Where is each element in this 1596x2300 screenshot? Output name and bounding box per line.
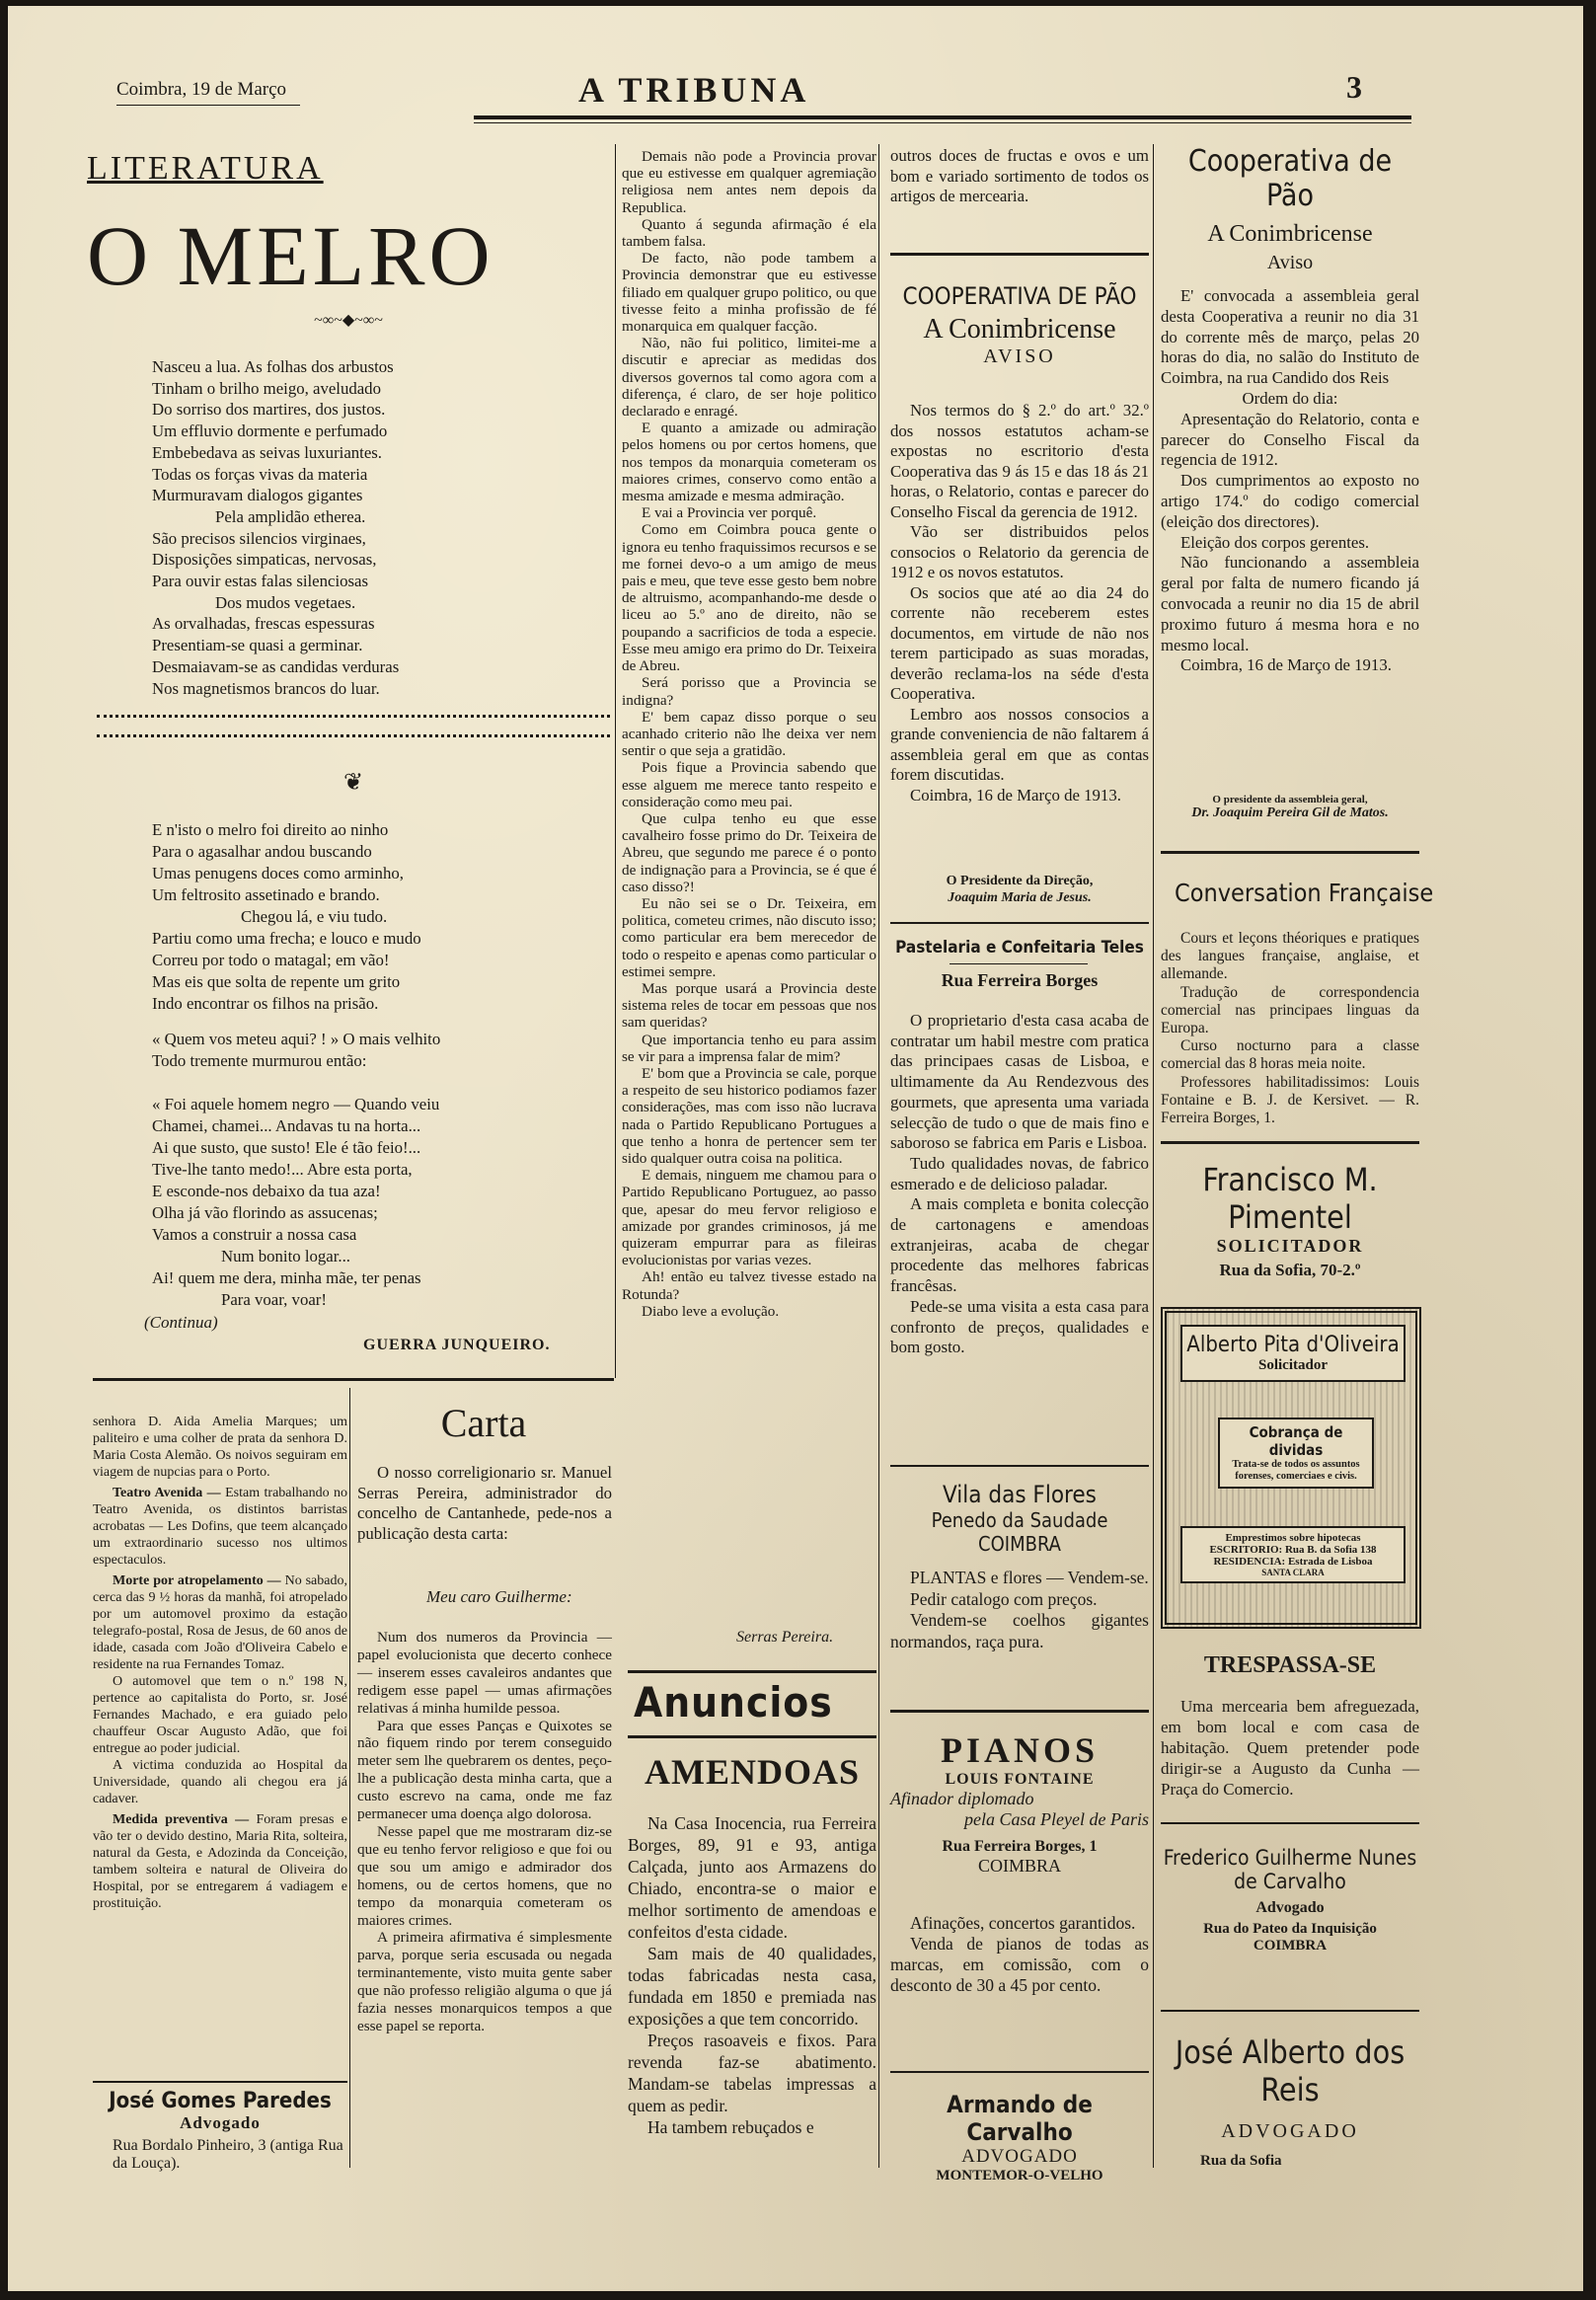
ad-rule bbox=[890, 922, 1149, 924]
ad-city: COIMBRA bbox=[1253, 1938, 1328, 1954]
fleuron-ornament: ❦ bbox=[342, 770, 364, 796]
section-rule bbox=[628, 1670, 876, 1673]
poem-line: « Foi aquele homem negro — Quando veiu bbox=[152, 1095, 440, 1113]
poem-line: Para voar, voar! bbox=[221, 1290, 327, 1309]
poem-line: Olha já vão florindo as assucenas; bbox=[152, 1203, 378, 1222]
poem-line: Um feltrosito assetinado e brando. bbox=[152, 885, 380, 904]
coop-aviso-1 bbox=[890, 282, 1149, 368]
coop-title: COOPERATIVA DE PÃO bbox=[902, 282, 1137, 310]
pianos-body: Afinações, concertos garantidos. Venda de pianos de todas as marcas, em comissão, com o desconto de 30 a 45 por cento. bbox=[890, 1913, 1149, 1995]
poem-line: Todo tremente murmurou então: bbox=[152, 1051, 367, 1070]
carta-salutation: Meu caro Guilherme: bbox=[426, 1587, 572, 1606]
ad-pimentel bbox=[1161, 1161, 1419, 1280]
ad-rule bbox=[890, 1465, 1149, 1467]
column-rule bbox=[1153, 144, 1154, 2168]
ad-office: ESCRITORIO: Rua B. da Sofia 138 bbox=[1209, 1544, 1377, 1556]
poem-line: Um effluvio dormente e perfumado bbox=[152, 422, 388, 441]
ad-name: LOUIS FONTAINE bbox=[945, 1771, 1095, 1788]
poem-line: Chamei, chamei... Andavas tu na horta... bbox=[152, 1116, 421, 1135]
ad-address: Rua da Sofia, 70-2.º bbox=[1219, 1261, 1361, 1279]
poem-line: Chegou lá, e viu tudo. bbox=[241, 907, 388, 926]
news-paragraph: Teatro Avenida — Estam trabalhando no Teatro Avenida, os distintos barristas acrobatas — Les Dofins, que teem alcançado um extraordinario sucesso nos ultimos espectaculos. bbox=[93, 1486, 348, 1568]
poem-stanza-2 bbox=[152, 819, 586, 1015]
ad-address: Rua do Pateo da Inquisição bbox=[1203, 1921, 1377, 1937]
ad-role: ADVOGADO bbox=[1221, 2120, 1359, 2142]
poem-line: Ai que susto, que susto! Ele é tão feio!... bbox=[152, 1138, 421, 1157]
poem-line: Partiu como uma frecha; e louco e mudo bbox=[152, 929, 421, 948]
ad-name-2: de Carvalho bbox=[1234, 1870, 1346, 1893]
carta-title: Carta bbox=[440, 1401, 527, 1445]
poem-stanza-4 bbox=[152, 1094, 586, 1311]
poem-line: Desmaiavam-se as candidas verduras bbox=[152, 656, 400, 676]
poem-line: Vamos a construir a nossa casa bbox=[152, 1225, 357, 1244]
coop-aviso-2 bbox=[1161, 144, 1419, 274]
ad-desc: Trata-se de todos os assuntos forenses, comerciaes e civis. bbox=[1232, 1459, 1360, 1482]
ad-paredes bbox=[93, 2089, 347, 2173]
poem-line: Todas os forças vivas da materia bbox=[152, 464, 368, 484]
coop-aviso: AVISO bbox=[983, 345, 1056, 367]
vila-flores-body: PLANTAS e flores — Vendem-se. Pedir catalogo com preços. Vendem-se coelhos gigantes normandos, raça pura. bbox=[890, 1568, 1149, 1651]
column-rule bbox=[349, 1388, 350, 2168]
ad-role: Advogado bbox=[1255, 1899, 1325, 1916]
ad-name: Alberto Pita d'Oliveira bbox=[1186, 1333, 1400, 1357]
poem-stanza-3 bbox=[152, 1029, 586, 1072]
poem-line: Para o agasalhar andou buscando bbox=[152, 842, 372, 861]
ad-pita-box bbox=[1161, 1307, 1421, 1629]
poem-line: Dos mudos vegetaes. bbox=[215, 592, 356, 612]
ad-rule bbox=[890, 2071, 1149, 2073]
ad-rule bbox=[890, 1710, 1149, 1713]
ad-name: José Gomes Paredes bbox=[109, 2089, 332, 2113]
ad-address: Rua Bordalo Pinheiro, 3 (antiga Rua da Louça). bbox=[113, 2137, 343, 2172]
poem-line: Umas penugens doces como arminho, bbox=[152, 864, 404, 882]
newspaper-page bbox=[8, 6, 1583, 2291]
ad-rule bbox=[93, 2081, 347, 2083]
coop-title: Cooperativa de Pão bbox=[1187, 144, 1393, 213]
ad-role: Advogado bbox=[180, 2113, 261, 2132]
ornament-divider: ~∞~◆~∞~ bbox=[314, 312, 383, 329]
ad-rule bbox=[1161, 2010, 1419, 2012]
ad-rule bbox=[1161, 851, 1419, 854]
news-paragraph: A victima conduzida ao Hospital da Universidade, quando ali chegou era já cadaver. bbox=[93, 1758, 347, 1806]
ad-city: COIMBRA bbox=[977, 1856, 1061, 1876]
news-paragraph: Morte por atropelamento — No sabado, cerca das 9 ½ horas da manhã, foi atropelado por um automovel proximo da estação telegrafo-postal, Rosa de Jesus, de 60 anos de idade, casada com João d'Oliveira Cabelo e residente na rua Fernandes Tomaz. bbox=[93, 1573, 347, 1672]
poem-line: Correu por todo o matagal; em vão! bbox=[152, 951, 390, 969]
poem-line: Indo encontrar os filhos na prisão. bbox=[152, 994, 379, 1013]
coop-aviso-2-body: E' convocada a assembleia geral desta Cooperativa a reunir no dia 31 do corrente mês de março, pelas 20 horas do dia, no salão do Instituto de Coimbra, na rua Candido dos Reis Ordem do dia: Apresentação do Relatorio, conta e parecer do Conselho Fiscal da regencia de 1912. Dos cumprimentos ao exposto no artigo 174.º do codigo comercial (eleição dos directores). Eleição dos corpos gerentes. Não funcionando a assembleia geral por falta de numero ficando já convocada a reunir no dia 15 de abril proximo futuro á mesma hora e no mesmo local. Coimbra, 16 de Março de 1913. bbox=[1161, 286, 1419, 675]
ad-armando bbox=[890, 2091, 1149, 2185]
page-number: 3 bbox=[1346, 69, 1362, 105]
poem-line: Presentiam-se quasi a germinar. bbox=[152, 636, 363, 655]
conversation-title: Conversation Française bbox=[1175, 879, 1434, 907]
header-rule-thin bbox=[474, 122, 1411, 123]
poem-line: Pela amplidão etherea. bbox=[215, 506, 366, 526]
carta-body-col3: Demais não pode a Provincia provar que eu estivesse em qualquer agremiação religiosa nem antes nem depois da Republica. Quanto á segunda afirmação é ela tambem falsa. De facto, não pode tambem a Provincia demonstrar que eu estivesse filiado em qualquer grupo politico, ou que tivesse feito a minha profissão de fé monarquica em qualquer facção. Não, não fui politico, limitei-me a discutir e apreciar as medidas dos diversos governos tal como agora com a diferença, é claro, de ser hoje politico declarado e enragé. E quanto a amizade ou admiração pelos homens ou por certos homens, que nos tempos da monarquia cometeram os maiores crimes, conservo como então a mesma amizade e mesma admiração. E vai a Provincia ver porquê. Como em Coimbra pouca gente o ignora eu tenho fraquissimos recursos e se me fornei devo-o a um amigo de meus pais e meu, que teve esse gesto bem nobre de altruismo, acompanhando-me desde o liceu ao 5.º ano de direito, não se poupando a sacrificios de toda a especie. Esse meu amigo era primo do Dr. Teixeira de Abreu. Será porisso que a Provincia se indigna? E' bem capaz disso porque o seu acanhado criterio não lhe deixa ver nem sentir o que seja a gratidão. Pois fique a Provincia sabendo que esse alguem me merece tanto respeito e consideração como meu pai. Que culpa tenho eu que esse cavalheiro fosse primo do Dr. Teixeira de Abreu, que segundo me parece é o ponto de indignação para a Provincia, se é que é caso disso?! Eu não sei se o Dr. Teixeira, em politica, cometeu crimes, não discuto isso; como particular era bem merecedor de todo o respeito e apenas como particular o estimei sempre. Mas porque usará a Provincia deste sistema reles de tocar em pessoas que nos sam queridas? Que importancia tenho eu para assim se vir para a imprensa falar de mim? E' bom que a Provincia se cale, porque a respeito de seu historico podiamos fazer considerações, mas com isso não lucrava nada o Partido Republicano Portugues a que tenho a honra de pertencer sem ter sido qualquer outra coisa na politica. E demais, ninguem me chamou para o Partido Republicano Portuguez, ao passo que, apesar do meu fervor religioso e amizade por grandes criminosos, já me quizeram empurrar para as fileiras evolucionistas por varias vezes. Ah! então eu talvez tivesse estado na Rotunda? Diabo leve a evolução. bbox=[622, 148, 876, 1320]
mercearia-continuation: outros doces de fructas e ovos e um bom e variado sortimento de todos os artigos de mercearia. bbox=[890, 146, 1149, 205]
ad-name: Frederico Guilherme Nunes bbox=[1163, 1846, 1417, 1870]
ad-pastelaria bbox=[890, 938, 1149, 991]
ad-rule bbox=[1161, 1141, 1419, 1144]
ad-loans: Emprestimos sobre hipotecas bbox=[1225, 1532, 1361, 1544]
poem-line: « Quem vos meteu aqui? ! » O mais velhito bbox=[152, 1030, 441, 1048]
amendoas-body: Na Casa Inocencia, rua Ferreira Borges, 89, 91 e 93, antiga Calçada, junto aos Armazens do Chiado, encontra-se o maior e melhor sortimento de amendoas e confeitos d'esta cidade. Sam mais de 40 qualidades, todas fabricadas nesta casa, fundada em 1850 e premiada nas exposições a que tem concorrido. Preços rasoaveis e fixos. Para revenda faz-se abatimento. Mandam-se tabelas impressas a quem as pedir. Ha tambem rebuçados e bbox=[628, 1813, 876, 2137]
conversation-body: Cours et leçons théoriques e pratiques des langues française, anglaise, et allemande. Tradução de correspondencia comercial nas principaes linguas da Europa. Curso nocturno para a classe comercial das 8 horas meia noite. Professores habilitadissimos: Louis Fontaine e B. J. de Kersivet. — R. Ferreira Borges, 1. bbox=[1161, 930, 1419, 1127]
poem-stanza-1 bbox=[152, 356, 586, 699]
ad-address: Rua da Sofia bbox=[1200, 2153, 1282, 2169]
section-rule bbox=[628, 1735, 876, 1738]
ad-nunes bbox=[1161, 1846, 1419, 1955]
ad-place: MONTEMOR-O-VELHO bbox=[936, 2168, 1103, 2184]
ad-subtitle: Penedo da Saudade COIMBRA bbox=[931, 1508, 1108, 1556]
coop-2-signature: O presidente da assembleia geral, Dr. Joaquim Pereira Gil de Matos. bbox=[1191, 794, 1389, 820]
ad-reis bbox=[1161, 2033, 1419, 2170]
poem-line: E esconde-nos debaixo da tua aza! bbox=[152, 1182, 381, 1200]
ad-title: Pastelaria e Confeitaria Teles bbox=[895, 938, 1144, 958]
news-paragraph: senhora D. Aida Amelia Marques; um paliteiro e uma colher de prata da senhora D. Maria Costa Alemão. Os noivos seguiram em viagem de nupcias para o Porto. bbox=[93, 1415, 347, 1480]
poem-line: Mas eis que solta de repente um grito bbox=[152, 972, 401, 991]
amendoas-title: AMENDOAS bbox=[644, 1752, 860, 1792]
dotted-separator bbox=[97, 734, 610, 737]
continua-note: (Continua) bbox=[144, 1313, 218, 1332]
ad-address: Rua Ferreira Borges, 1 bbox=[942, 1838, 1098, 1855]
carta-signature: Serras Pereira. bbox=[736, 1629, 834, 1646]
dateline-rule bbox=[116, 105, 300, 106]
ad-role: ADVOGADO bbox=[961, 2146, 1078, 2167]
coop-aviso: Aviso bbox=[1266, 252, 1314, 273]
ad-residence: RESIDENCIA: Estrada de Lisboa bbox=[1213, 1556, 1373, 1568]
ad-name: Francisco M. Pimentel bbox=[1202, 1161, 1378, 1236]
poem-line: Para ouvir estas falas silenciosas bbox=[152, 572, 369, 591]
poem-line: Embebedava as seivas luxuriantes. bbox=[152, 442, 382, 462]
ad-role: SOLICITADOR bbox=[1216, 1236, 1364, 1256]
coop-subtitle: A Conimbricense bbox=[1207, 221, 1373, 247]
poem-line: Disposições simpaticas, nervosas, bbox=[152, 550, 377, 570]
poem-line: São precisos silencios virginaes, bbox=[152, 528, 366, 548]
ad-service: Cobrança de dividas bbox=[1249, 1423, 1343, 1459]
coop-aviso-body: Nos termos do § 2.º do art.º 32.º dos nossos estatutos acham-se expostas no escritorio d'esta Cooperativa das 9 ás 15 e das 18 ás 21 horas, o Relatorio, contas e parecer do Conselho Fiscal da gerencia de 1912. Vão ser distribuidos pelos consocios o Relatorio da gerencia de 1912 e os novos estatutos. Os socios que até ao dia 24 do corrente não receberem estes documentos, em virtude de não nos terem participado as suas moradas, deverão reclama-los na séde d'esta Cooperativa. Lembro aos nossos consocios a grande conveniencia de não faltarem á assembleia geral em que as contas forem discutidas. Coimbra, 16 de Março de 1913. bbox=[890, 401, 1149, 805]
coop-subtitle: A Conimbricense bbox=[923, 314, 1116, 345]
dotted-separator bbox=[97, 715, 610, 718]
poem-line: As orvalhadas, frescas espessuras bbox=[152, 614, 375, 634]
ad-role: Solicitador bbox=[1258, 1357, 1328, 1373]
ad-name: Armando de Carvalho bbox=[947, 2091, 1093, 2146]
trespassa-title: TRESPASSA-SE bbox=[1203, 1652, 1377, 1678]
poem-line: Nos magnetismos brancos do luar. bbox=[152, 678, 380, 698]
poem-line: Nasceu a lua. As folhas dos arbustos bbox=[152, 357, 394, 376]
column-rule bbox=[878, 144, 879, 2168]
masthead: A TRIBUNA bbox=[578, 70, 810, 110]
trespassa-body: Uma mercearia bem afreguezada, em bom local e com casa de habitação. Quem pretender pode dirigir-se a Augusto da Cunha — Praça do Comercio. bbox=[1161, 1697, 1419, 1799]
poem-line: E n'isto o melro foi direito ao ninho bbox=[152, 820, 389, 839]
poem-line: Tinham o brilho meigo, aveludado bbox=[152, 378, 381, 398]
ad-title: PIANOS bbox=[940, 1730, 1100, 1770]
header-rule bbox=[474, 115, 1411, 119]
coop-signature: O Presidente da Direção, Joaquim Maria de Jesus. bbox=[946, 874, 1094, 905]
poem-line: Ai! quem me dera, minha mãe, ter penas bbox=[152, 1268, 421, 1287]
section-heading: LITERATURA bbox=[87, 150, 324, 187]
ad-pianos: PIANOS LOUIS FONTAINE Afinador diplomado pela Casa Pleyel de Paris Rua Ferreira Borges, 1 COIMBRA bbox=[890, 1730, 1149, 1876]
poem-title: O MELRO bbox=[87, 208, 494, 303]
ad-name: José Alberto dos Reis bbox=[1175, 2033, 1406, 2108]
anuncios-heading: Anuncios bbox=[634, 1678, 833, 1726]
section-rule bbox=[93, 1378, 614, 1381]
pastelaria-body: O proprietario d'esta casa acaba de contratar um habil mestre com pratica das principaes casas de Lisboa, e ultimamente da Au Rendezvous des gourmets, que apresenta uma variada selecção de tudo o que de mais fino e saboroso se fabrica em Paris e Lisboa. Tudo qualidades novas, de fabrico esmerado e de delicioso paladar. A mais completa e bonita colecção de cartonagens e amendoas extranjeiras, acaba de chegar procedente das melhores fabricas francêsas. Pede-se uma visita a esta casa para confronto de preços, qualidades e bom gosto. bbox=[890, 1011, 1149, 1357]
poem-line: Num bonito logar... bbox=[221, 1247, 350, 1265]
ad-rule bbox=[1161, 1822, 1419, 1824]
news-column bbox=[93, 1414, 347, 1912]
poem-line: Murmuravam dialogos gigantes bbox=[152, 486, 363, 505]
ad-street: Rua Ferreira Borges bbox=[941, 970, 1099, 990]
ad-vila-flores bbox=[890, 1481, 1149, 1556]
carta-body-col2: Num dos numeros da Provincia — papel evolucionista que decerto conhece — inserem esses cavaleiros andantes que redigem esse papel — umas afirmações relativas á minha humilde pessoa. Para que esses Panças e Quixotes se não fiquem rindo por terem conseguido meter sem lhe quebrarem os dentes, peço-lhe a publicação desta minha carta, que a custo escrevo na cama, onde me faz permanecer uma doença algo dolorosa. Nesse papel que me mostraram diz-se que eu tenho fervor religioso e que foi ou que sou um amigo e admirador dos homens, ou de certos homens, que no tempo da monarquia cometeram os maiores crimes. A primeira afirmativa é simplesmente parva, porque seria escusada ou negada terminantemente, visto muita gente saber que não professo religião alguma o que já fazia nesses monarquicos tempos a que esse papel se reporta. bbox=[357, 1629, 612, 2034]
news-paragraph: O automovel que tem o n.º 198 N, pertence ao capitalista do Porto, sr. José Fernandes Machado, e era guiado pelo chauffeur Oscar Augusto Adão, que foi entregue ao poder judicial. bbox=[93, 1674, 347, 1756]
poem-author: GUERRA JUNQUEIRO. bbox=[363, 1337, 551, 1353]
ad-title: Vila das Flores bbox=[943, 1481, 1097, 1508]
carta-intro: O nosso correligionario sr. Manuel Serras Pereira, administrador do concelho de Cantanhede, pede-nos a publicação desta carta: bbox=[357, 1463, 612, 1543]
ad-rule bbox=[890, 253, 1149, 256]
news-paragraph: Medida preventiva — Foram presas e vão ter o devido destino, Maria Rita, solteira, natural da Gesta, e Adozinda da Conceição, tambem solteira e natural de Oliveira do Hospital, por se entregarem á vadiagem e prostituição. bbox=[93, 1812, 347, 1911]
column-rule bbox=[615, 144, 616, 1378]
dateline: Coimbra, 19 de Março bbox=[116, 79, 287, 100]
poem-line: Tive-lhe tanto medo!... Abre esta porta, bbox=[152, 1160, 413, 1179]
ad-area: SANTA CLARA bbox=[1261, 1568, 1325, 1577]
poem-line: Do sorriso dos martires, dos justos. bbox=[152, 400, 386, 420]
